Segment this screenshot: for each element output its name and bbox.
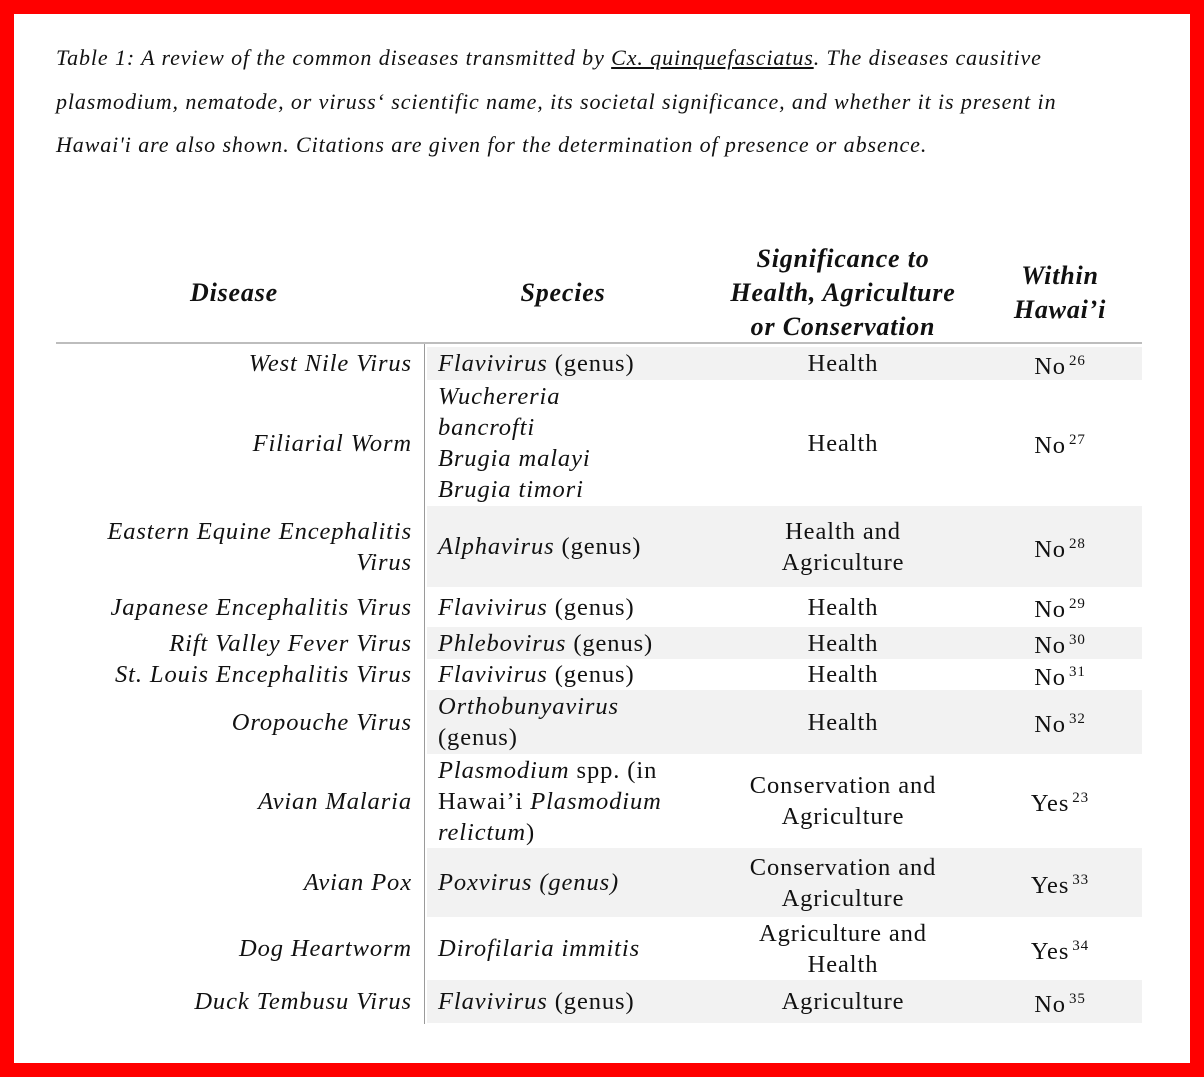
disease-name: Rift Valley Fever Virus [169,629,412,657]
species-plain: (genus) [438,724,518,751]
citation-number: 35 [1068,990,1086,1007]
species-cell [438,980,708,1023]
species-cell [438,347,708,380]
species-line [438,531,641,562]
table-row [56,347,1142,380]
presence-value: No [1034,596,1066,623]
disease-name: Dog Heartworm [239,935,412,962]
citation-number: 29 [1068,596,1086,612]
significance-cell [708,690,978,754]
disease-cell [56,659,412,690]
species-line [438,817,662,848]
species-plain: (genus) [547,661,635,688]
within-hawaii-cell [978,347,1142,380]
citation-number: 30 [1068,632,1086,648]
significance-line: Health [807,950,879,978]
within-hawaii-cell [978,380,1142,506]
within-hawaii-value [1034,346,1086,382]
species-line [438,348,635,379]
species-cell [438,380,708,506]
presence-value: Yes [1030,790,1070,817]
within-hawaii-value [1034,589,1086,625]
within-hawaii-cell [978,690,1142,754]
significance-cell [708,659,978,690]
caption-text-end: . The diseases causitive plasmodium, nematode, or viruss‘ scientific name, its societal significance, and whether it is present in Hawai'i are also shown. Citations are given for the determination of presence or absence. [56,45,1057,157]
citation-number: 27 [1068,432,1086,448]
significance-cell [708,917,978,980]
significance-line: Agriculture [781,548,905,576]
species-plain: (genus) [554,533,642,560]
significance-line: Health [807,708,879,736]
species-italic: Phlebovirus [438,629,567,657]
species-italic: Flavivirus [438,661,548,688]
citation-number: 23 [1072,790,1090,806]
species-cell [438,627,708,659]
disease-name: Oropouche Virus [231,708,412,736]
disease-name: West Nile Virus [248,350,412,377]
disease-cell [56,587,412,627]
within-hawaii-value [1034,704,1086,740]
header-within-hawaii [978,259,1142,327]
within-hawaii-value [1031,931,1089,967]
within-hawaii-cell [978,659,1142,690]
header-within-line: Within [1021,261,1099,290]
significance-line: Agriculture and [759,919,927,947]
species-line [438,722,619,753]
within-hawaii-cell [978,506,1142,587]
header-species [438,276,688,310]
species-plain: (genus) [547,593,635,621]
within-hawaii-cell [978,917,1142,980]
citation-number: 32 [1068,711,1086,727]
species-line [438,933,640,964]
species-line [438,381,591,412]
significance-line: Health [807,661,879,688]
header-significance [708,242,978,344]
within-hawaii-cell [978,754,1142,848]
table-row [56,980,1142,1023]
species-line [438,592,635,623]
significance-line: Conservation and [749,772,937,799]
significance-line: Agriculture [781,988,905,1015]
within-hawaii-cell [978,980,1142,1023]
disease-name: Eastern Equine Encephalitis [107,517,412,545]
species-plain: ) [525,818,535,846]
disease-cell [56,917,412,980]
disease-cell [56,627,412,659]
header-disease [56,276,412,310]
species-line [438,659,635,690]
disease-cell [56,980,412,1023]
presence-value: No [1034,632,1066,659]
species-line [438,412,591,443]
citation-number: 26 [1068,352,1086,369]
significance-line: Agriculture [781,803,905,830]
species-plain: Hawai’i [438,787,531,815]
species-cell [438,587,708,627]
species-cell [438,754,708,848]
disease-name: Avian Pox [303,869,412,896]
species-italic: Wuchereria [438,383,561,410]
citation-number: 28 [1068,535,1086,552]
species-plain: spp. (in [569,756,658,784]
species-italic: Brugia timori [438,476,584,503]
species-line [438,474,591,505]
presence-value: No [1034,535,1066,563]
disease-name: Avian Malaria [258,787,412,815]
presence-value: No [1034,663,1066,691]
header-within-line: Hawai’i [1013,295,1107,324]
table-row [56,690,1142,754]
table-row [56,659,1142,690]
significance-cell [708,627,978,659]
significance-cell [708,380,978,506]
within-hawaii-value [1034,657,1086,693]
species-cell [438,659,708,690]
header-disease-label: Disease [190,278,278,307]
within-hawaii-value [1034,529,1086,565]
column-divider [424,344,425,1024]
species-line [438,443,591,474]
within-hawaii-cell [978,848,1142,917]
disease-cell [56,380,412,506]
document-page [14,14,1190,1063]
species-plain: (genus) [547,988,635,1015]
species-cell [438,917,708,980]
citation-number: 34 [1072,937,1090,954]
significance-line: Health [807,629,879,657]
significance-cell [708,980,978,1023]
species-line [438,786,662,817]
table-row [56,506,1142,587]
disease-cell [56,347,412,380]
disease-name: Filiarial Worm [252,429,412,457]
species-italic: Orthobunyavirus [438,693,619,720]
citation-number: 31 [1068,663,1086,680]
header-significance-line: Health, Agriculture [730,278,956,307]
presence-value: No [1034,432,1066,459]
table-row [56,380,1142,506]
species-italic: bancrofti [438,414,536,441]
significance-line: Agriculture [781,884,905,912]
species-italic: Flavivirus [438,988,548,1015]
table-row [56,587,1142,627]
species-italic: relictum [438,818,526,846]
within-hawaii-cell [978,587,1142,627]
table-row [56,754,1142,848]
header-rule [56,342,1142,344]
presence-value: No [1034,990,1066,1018]
presence-value: No [1034,711,1066,738]
significance-line: Health [807,593,879,621]
table-row [56,627,1142,659]
disease-cell [56,754,412,848]
significance-cell [708,347,978,380]
significance-cell [708,754,978,848]
species-italic: Brugia malayi [438,445,591,472]
disease-name: Duck Tembusu Virus [194,988,412,1015]
within-hawaii-value [1031,865,1089,901]
species-cell [438,506,708,587]
table-row [56,848,1142,917]
species-italic: Dirofilaria immitis [438,935,641,962]
disease-name: Virus [356,548,412,576]
within-hawaii-cell [978,627,1142,659]
species-line [438,986,635,1017]
significance-line: Health [807,350,879,377]
header-species-label: Species [520,278,606,307]
caption-species-name: Cx. quinquefasciatus [611,45,814,70]
presence-value: No [1034,352,1066,380]
disease-name: St. Louis Encephalitis Virus [115,661,412,688]
disease-cell [56,690,412,754]
species-plain: (genus) [547,350,635,377]
species-italic: Flavivirus [438,350,548,377]
presence-value: Yes [1030,871,1070,899]
table-row [56,917,1142,980]
significance-cell [708,587,978,627]
significance-cell [708,848,978,917]
header-significance-line: Significance to [756,244,930,273]
presence-value: Yes [1030,937,1070,965]
disease-name: Japanese Encephalitis Virus [110,593,412,621]
disease-cell [56,506,412,587]
species-italic: Flavivirus [438,593,548,621]
within-hawaii-value [1034,984,1086,1020]
caption-text-start: Table 1: A review of the common diseases transmitted by [56,45,612,70]
species-line [438,755,662,786]
species-line [438,628,653,659]
table-caption [56,36,1116,167]
within-hawaii-value [1031,783,1089,819]
significance-line: Health [807,429,879,457]
species-italic: Poxvirus (genus) [438,869,620,896]
species-plain: (genus) [566,629,654,657]
species-line [438,867,619,898]
species-italic: Plasmodium [530,787,662,815]
header-significance-line: or Conservation [750,312,936,341]
significance-line: Health and [785,517,901,545]
significance-line: Conservation and [749,853,937,881]
species-cell [438,690,708,754]
citation-number: 33 [1072,871,1090,888]
disease-cell [56,848,412,917]
species-italic: Plasmodium [438,756,570,784]
significance-cell [708,506,978,587]
within-hawaii-value [1034,425,1086,461]
species-line [438,691,619,722]
species-cell [438,848,708,917]
species-italic: Alphavirus [438,533,555,560]
